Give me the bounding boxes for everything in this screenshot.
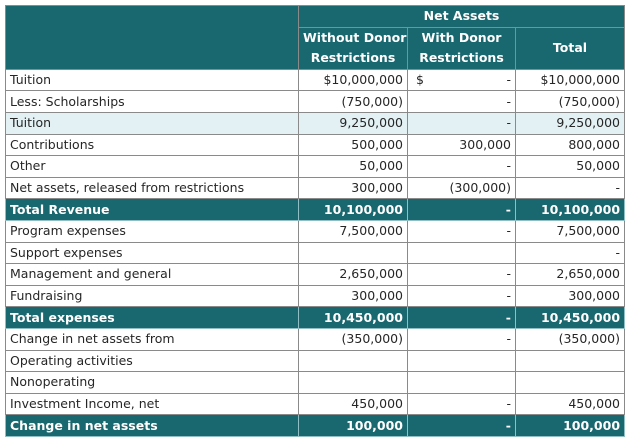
table-row — [6, 134, 625, 156]
cell-with-donor: (300,000) — [408, 177, 516, 199]
cell-total: 10,100,000 — [516, 199, 625, 221]
cell-total: 10,450,000 — [516, 307, 625, 329]
cell-without-donor: (350,000) — [299, 328, 408, 350]
table-row — [6, 220, 625, 242]
table-row — [6, 350, 625, 372]
table-row — [6, 328, 625, 350]
cell-total: 7,500,000 — [516, 220, 625, 242]
row-label: Other — [6, 156, 299, 178]
cell-total — [516, 372, 625, 394]
cell-total: (750,000) — [516, 91, 625, 113]
table-row — [6, 156, 625, 178]
row-label: Less: Scholarships — [6, 91, 299, 113]
table-row — [6, 91, 625, 113]
table-row — [6, 285, 625, 307]
cell-with-donor: - — [408, 285, 516, 307]
cell-with-donor: - — [408, 220, 516, 242]
cell-with-donor — [408, 372, 516, 394]
cell-total: 9,250,000 — [516, 112, 625, 134]
change-in-net-assets-row — [6, 415, 625, 437]
total-expenses-row — [6, 307, 625, 329]
cell-total: - — [516, 242, 625, 264]
col-header-without-donor-line2: Restrictions — [299, 48, 408, 69]
cell-with-donor: - — [408, 156, 516, 178]
cell-without-donor — [299, 372, 408, 394]
cell-without-donor: 10,100,000 — [299, 199, 408, 221]
cell-without-donor: $10,000,000 — [299, 69, 408, 91]
row-label: Fundraising — [6, 285, 299, 307]
net-assets-group-header: Net Assets — [299, 6, 625, 28]
cell-with-donor: - — [408, 91, 516, 113]
cell-with-donor: - — [408, 415, 516, 437]
cell-without-donor: 500,000 — [299, 134, 408, 156]
cell-without-donor — [299, 350, 408, 372]
table-row — [6, 372, 625, 394]
cell-total: 800,000 — [516, 134, 625, 156]
row-label: Support expenses — [6, 242, 299, 264]
table-row — [6, 69, 625, 91]
cell-total: 450,000 — [516, 393, 625, 415]
cell-total: 100,000 — [516, 415, 625, 437]
cell-total: 2,650,000 — [516, 264, 625, 286]
row-label: Change in net assets — [6, 415, 299, 437]
cell-without-donor: 9,250,000 — [299, 112, 408, 134]
row-label: Tuition — [6, 112, 299, 134]
header-blank-cell — [6, 6, 299, 70]
table-row — [6, 393, 625, 415]
net-assets-table — [5, 5, 625, 437]
cell-total: - — [516, 177, 625, 199]
cell-with-donor — [408, 350, 516, 372]
cell-with-donor: - — [408, 112, 516, 134]
cell-without-donor: 100,000 — [299, 415, 408, 437]
cell-without-donor: 7,500,000 — [299, 220, 408, 242]
row-label: Program expenses — [6, 220, 299, 242]
col-header-without-donor: Without Donor — [299, 27, 408, 48]
row-label: Contributions — [6, 134, 299, 156]
cell-with-donor: - — [408, 264, 516, 286]
col-header-total: Total — [516, 27, 625, 69]
row-label: Net assets, released from restrictions — [6, 177, 299, 199]
row-label: Investment Income, net — [6, 393, 299, 415]
cell-without-donor: 2,650,000 — [299, 264, 408, 286]
row-label: Nonoperating — [6, 372, 299, 394]
row-label: Total expenses — [6, 307, 299, 329]
table-row — [6, 177, 625, 199]
cell-with-donor: - — [408, 393, 516, 415]
total-revenue-row — [6, 199, 625, 221]
row-label: Management and general — [6, 264, 299, 286]
cell-total: $10,000,000 — [516, 69, 625, 91]
cell-without-donor: 450,000 — [299, 393, 408, 415]
table-row — [6, 112, 625, 134]
row-label: Tuition — [6, 69, 299, 91]
table-row — [6, 264, 625, 286]
cell-without-donor: 300,000 — [299, 285, 408, 307]
cell-without-donor: (750,000) — [299, 91, 408, 113]
table-row — [6, 242, 625, 264]
cell-with-donor: - — [408, 307, 516, 329]
cell-with-donor: - — [408, 199, 516, 221]
col-header-with-donor-line2: Restrictions — [408, 48, 516, 69]
cell-total: 50,000 — [516, 156, 625, 178]
cell-with-donor: 300,000 — [408, 134, 516, 156]
cell-without-donor: 10,450,000 — [299, 307, 408, 329]
cell-without-donor — [299, 242, 408, 264]
cell-with-donor: - — [408, 328, 516, 350]
cell-total — [516, 350, 625, 372]
cell-with-donor-value: - — [506, 72, 511, 88]
cell-with-donor — [408, 69, 516, 91]
row-label: Change in net assets from — [6, 328, 299, 350]
currency-symbol: $ — [416, 72, 424, 88]
cell-total: (350,000) — [516, 328, 625, 350]
cell-total: 300,000 — [516, 285, 625, 307]
cell-without-donor: 50,000 — [299, 156, 408, 178]
cell-without-donor: 300,000 — [299, 177, 408, 199]
col-header-with-donor: With Donor — [408, 27, 516, 48]
row-label: Operating activities — [6, 350, 299, 372]
row-label: Total Revenue — [6, 199, 299, 221]
cell-with-donor — [408, 242, 516, 264]
